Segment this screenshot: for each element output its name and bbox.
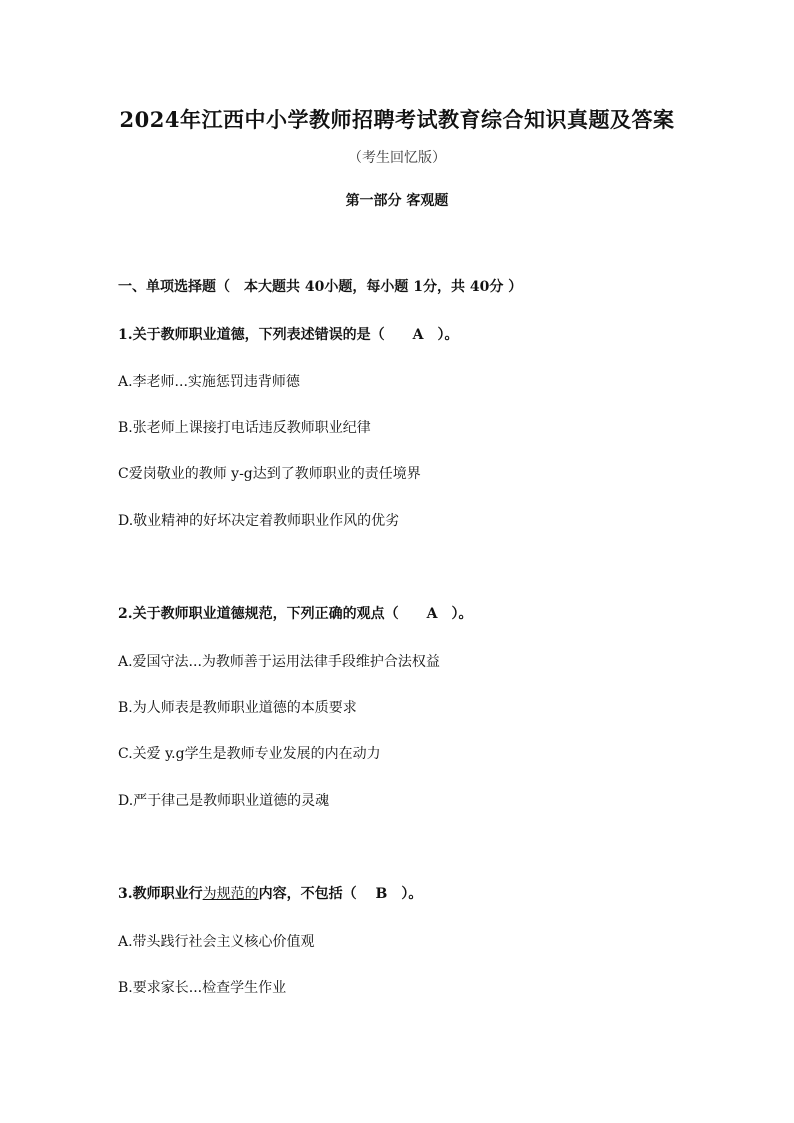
part-heading: 第一部分 客观题 — [345, 193, 449, 209]
question-3-option-b: B.要求家长...检查学生作业 — [118, 980, 287, 996]
question-1-option-b: B.张老师上课接打电话违反教师职业纪律 — [118, 420, 371, 436]
question-3-stem-underlined: 为规范的 — [202, 886, 259, 902]
question-3-stem — [118, 883, 758, 903]
question-3-stem-end: 内容，不包括（ B ）。 — [258, 886, 423, 902]
question-1-stem: 1.关于教师职业道德，下列表述错误的是（ A ）。 — [118, 327, 459, 343]
question-1-option-a: A.李老师...实施惩罚违背师德 — [118, 374, 300, 390]
question-2-option-b: B.为人师表是教师职业道德的本质要求 — [118, 700, 357, 716]
document-title: 2024年江西中小学教师招聘考试教育综合知识真题及答案 — [119, 107, 675, 132]
question-1-option-d: D.敬业精神的好坏决定着教师职业作风的优劣 — [118, 513, 400, 529]
question-1-option-c: C爱岗敬业的教师 y-g达到了教师职业的责任境界 — [118, 466, 421, 482]
section-heading: 一、单项选择题（ 本大题共 40小题，每小题 1分，共 40分 ） — [118, 279, 523, 295]
question-2-option-a: A.爱国守法...为教师善于运用法律手段维护合法权益 — [118, 654, 440, 670]
question-3-option-a: A.带头践行社会主义核心价值观 — [118, 934, 315, 950]
question-3-stem-start: 3.教师职业行 — [118, 886, 203, 902]
question-2-stem: 2.关于教师职业道德规范，下列正确的观点（ A ）。 — [118, 606, 473, 622]
document-subtitle: （考生回忆版） — [348, 150, 446, 166]
question-2-option-d: D.严于律己是教师职业道德的灵魂 — [118, 793, 330, 809]
question-2-option-c: C.关爱 y.g学生是教师专业发展的内在动力 — [118, 746, 381, 762]
